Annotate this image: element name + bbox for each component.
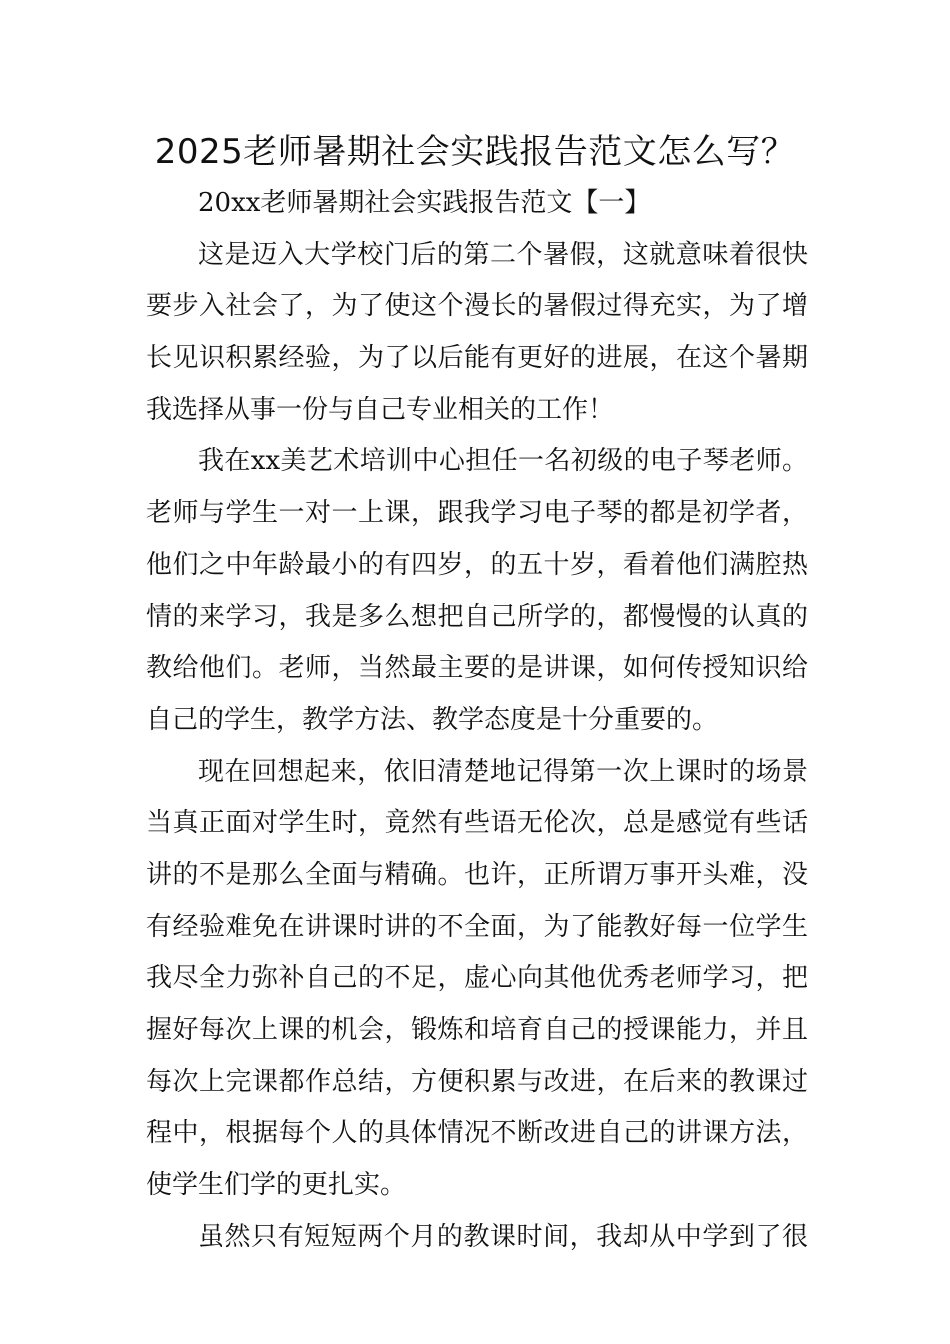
- paragraph-2-line-6: 自己的学生，教学方法、教学态度是十分重要的。: [146, 704, 719, 735]
- paragraph-3-line-1: 现在回想起来，依旧清楚地记得第一次上课时的场景: [198, 756, 808, 787]
- paragraph-4-line-1: 虽然只有短短两个月的教课时间，我却从中学到了很: [198, 1221, 808, 1252]
- paragraph-1-line-3: 长见识积累经验，为了以后能有更好的进展，在这个暑期: [146, 343, 808, 374]
- document-title: 2025老师暑期社会实践报告范文怎么写？: [154, 132, 796, 172]
- section-heading: 20xx老师暑期社会实践报告范文【一】: [198, 188, 651, 218]
- paragraph-3-line-8: 程中，根据每个人的具体情况不断改进自己的讲课方法，: [146, 1118, 808, 1149]
- paragraph-2-line-2: 老师与学生一对一上课，跟我学习电子琴的都是初学者，: [146, 498, 808, 529]
- paragraph-3-line-9: 使学生们学的更扎实。: [146, 1170, 407, 1201]
- paragraph-3-line-5: 我尽全力弥补自己的不足，虚心向其他优秀老师学习，把: [146, 963, 808, 994]
- paragraph-2-line-1: 我在xx美艺术培训中心担任一名初级的电子琴老师。: [198, 446, 808, 477]
- paragraph-1-line-4: 我选择从事一份与自己专业相关的工作！: [146, 394, 615, 425]
- paragraph-2-line-4: 情的来学习，我是多么想把自己所学的，都慢慢的认真的: [146, 601, 808, 632]
- paragraph-3-line-7: 每次上完课都作总结，方便积累与改进，在后来的教课过: [146, 1066, 808, 1097]
- paragraph-3-line-6: 握好每次上课的机会，锻炼和培育自己的授课能力，并且: [146, 1015, 808, 1045]
- paragraph-2-line-3: 他们之中年龄最小的有四岁，的五十岁，看着他们满腔热: [146, 549, 808, 580]
- paragraph-3-line-2: 当真正面对学生时，竟然有些语无伦次，总是感觉有些话: [146, 808, 808, 839]
- paragraph-3-line-4: 有经验难免在讲课时讲的不全面，为了能教好每一位学生: [146, 911, 808, 942]
- paragraph-3-line-3: 讲的不是那么全面与精确。也许，正所谓万事开头难，没: [146, 859, 808, 890]
- document-body: [146, 178, 808, 1263]
- paragraph-2-line-5: 教给他们。老师，当然最主要的是讲课，如何传授知识给: [146, 653, 808, 684]
- paragraph-1-line-2: 要步入社会了，为了使这个漫长的暑假过得充实，为了增: [146, 291, 808, 322]
- paragraph-1-line-1: 这是迈入大学校门后的第二个暑假，这就意味着很快: [198, 239, 808, 270]
